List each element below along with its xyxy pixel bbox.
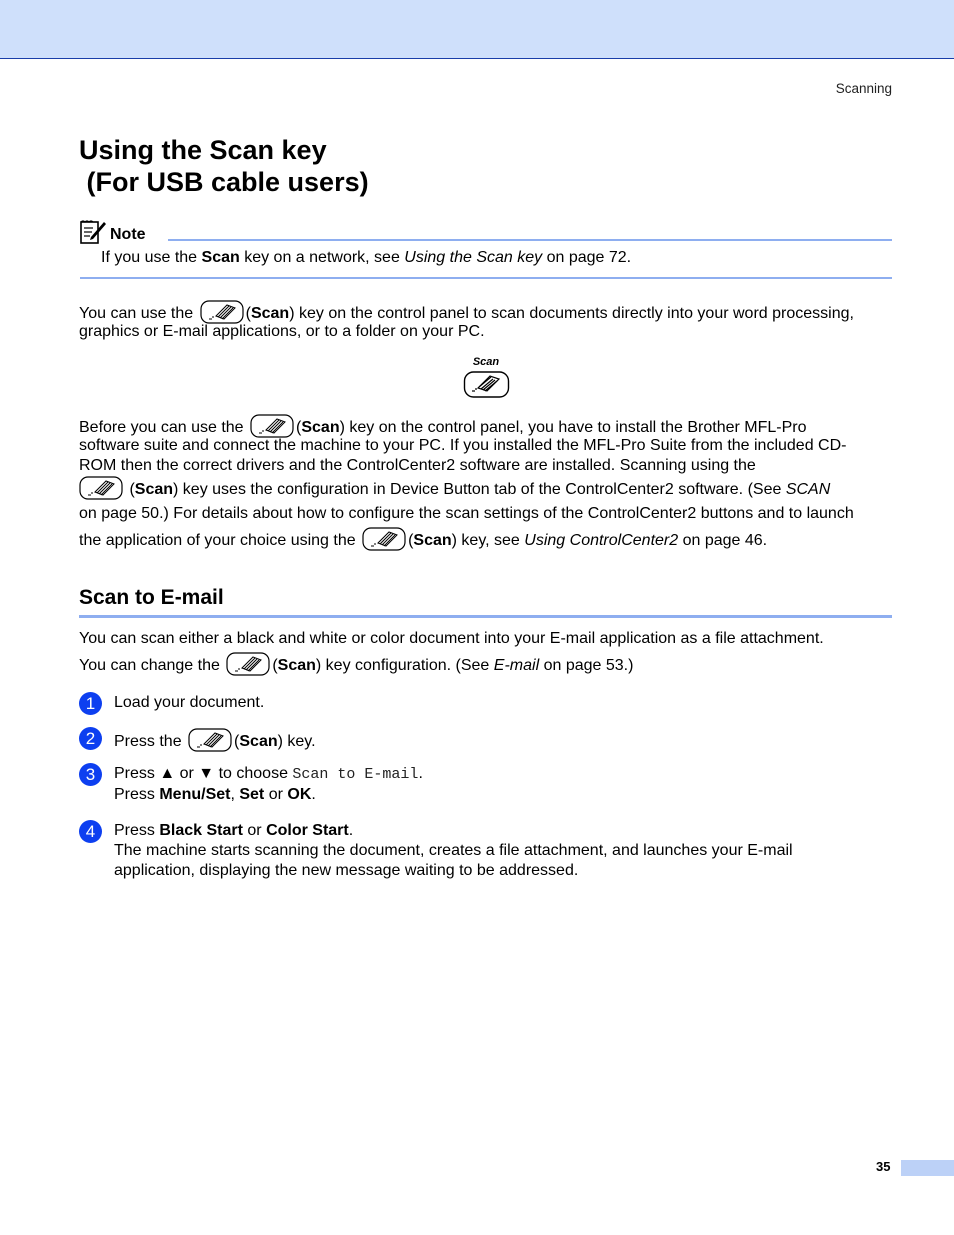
scan-key-icon [188, 728, 232, 752]
page-title-line2: (For USB cable users) [79, 167, 369, 197]
scan-key-icon [250, 414, 294, 438]
note-link-ref: Using the Scan key [404, 249, 543, 266]
key-name: Set [239, 786, 265, 803]
step-number: 4 [79, 820, 102, 843]
scan-key-icon [200, 300, 244, 324]
step-number: 3 [79, 763, 102, 786]
scan-bold: Scan [250, 305, 290, 322]
text: Before you can use the [79, 419, 244, 436]
key-name: Menu/Set [159, 786, 231, 803]
text: You can change the [79, 657, 220, 674]
section-paragraph: You can scan either a black and white or color document into your E-mail application as a file attachment. You can change the (Scan) key configuration. (See E-mail on page 53.) [79, 629, 895, 679]
text: on page 46. [678, 532, 768, 549]
text: ) key configuration. (See [315, 657, 494, 674]
text: graphics or E-mail applications, or to a folder on your PC. [79, 323, 485, 340]
scan-bold: Scan [134, 481, 174, 498]
step-text: Press [114, 786, 160, 803]
text: ) key uses the configuration in Device Button tab of the ControlCenter2 software. (See [173, 481, 786, 498]
lcd-text: Scan to E-mail [292, 766, 419, 783]
key-name: Color Start [266, 822, 349, 839]
step-text: . [348, 822, 354, 839]
step-text: application, displaying the new message waiting to be addressed. [114, 862, 579, 879]
footer-band [901, 1160, 954, 1176]
xref-italic: SCAN [785, 481, 831, 498]
step-text: Press [114, 822, 160, 839]
scan-bold: Scan [413, 532, 452, 549]
note-top-rule [168, 239, 892, 241]
xref-italic: Using ControlCenter2 [524, 532, 679, 549]
scan-key-icon [362, 527, 406, 551]
note-text-part: on page 72. [542, 249, 632, 266]
note-scan-bold: Scan [201, 249, 240, 266]
scan-bold: Scan [301, 419, 340, 436]
note-label: Note [110, 226, 146, 243]
page-title [79, 134, 369, 198]
section-header: Scanning [835, 81, 892, 96]
key-name: OK [287, 786, 312, 803]
text: You can use the [79, 305, 194, 322]
section-rule [79, 615, 892, 618]
install-paragraph: Before you can use the (Scan) key on the control panel, you have to install the Brother MFL-Pro software suite and connect the machine to your PC. If you installed the MFL-Pro Suite from the included CD- ROM then the correct drivers and the ControlCenter2 software are installed. Scanning using the (Scan) key uses the configuration in Device Button tab of the ControlCenter2 software. (See SCAN on page 50.) For details about how to configure the scan settings of the ControlCenter2 buttons and to launch the application of your choice using the (Scan) key, see Using ControlCenter2 on page 46. [79, 414, 895, 554]
xref-italic: E-mail [493, 657, 540, 674]
step-text: . [311, 786, 316, 803]
text: on page 50.) For details about how to configure the scan settings of the ControlCenter2 buttons and to launch [79, 505, 854, 522]
key-name: Black Start [159, 822, 243, 839]
text: ) key, see [451, 532, 525, 549]
page-number: 35 [876, 1159, 891, 1174]
step-text: Load your document. [114, 694, 265, 711]
scan-key-caption: Scan [472, 356, 500, 368]
note-text [101, 249, 631, 267]
scan-key-icon [79, 476, 123, 500]
step-text: Press ▲ or ▼ to choose [114, 765, 293, 782]
step-text: , [230, 786, 240, 803]
text: You can scan either a black and white or color document into your E-mail application as a file attachment. [79, 630, 824, 647]
step-number: 1 [79, 692, 102, 715]
step-text: . [418, 765, 423, 782]
header-band [0, 0, 954, 59]
intro-paragraph: You can use the (Scan) key on the control panel to scan documents directly into your word processing, graphics or E-mail applications, or to a folder on your PC. [79, 300, 895, 342]
note-text-part: key on a network, see [239, 249, 405, 266]
step-text: or [264, 786, 288, 803]
text: software suite and connect the machine to your PC. If you installed the MFL-Pro Suite from the included CD- [79, 437, 847, 454]
step-text: ) key. [277, 733, 316, 750]
step-text: or [242, 822, 267, 839]
text: ROM then the correct drivers and the ControlCenter2 software are installed. Scanning using the [79, 457, 756, 474]
text: ) key on the control panel to scan documents directly into your word processing, [289, 305, 854, 322]
text: on page 53.) [539, 657, 634, 674]
step-number: 2 [79, 727, 102, 750]
step-text: The machine starts scanning the document, creates a file attachment, and launches your E-mail [114, 842, 793, 859]
scan-key-icon [226, 652, 270, 676]
scan-bold: Scan [239, 733, 278, 750]
scan-bold: Scan [277, 657, 316, 674]
note-bottom-rule [80, 277, 892, 279]
note-text-part: If you use the [101, 249, 202, 266]
text: the application of your choice using the [79, 532, 356, 549]
step-text: Press the [114, 733, 182, 750]
note-icon [80, 220, 107, 245]
section-heading: Scan to E-mail [79, 586, 224, 609]
page-title-line1: Using the Scan key [79, 135, 327, 165]
scan-key-illustration [463, 354, 510, 400]
text: ) key on the control panel, you have to install the Brother MFL-Pro [339, 419, 807, 436]
